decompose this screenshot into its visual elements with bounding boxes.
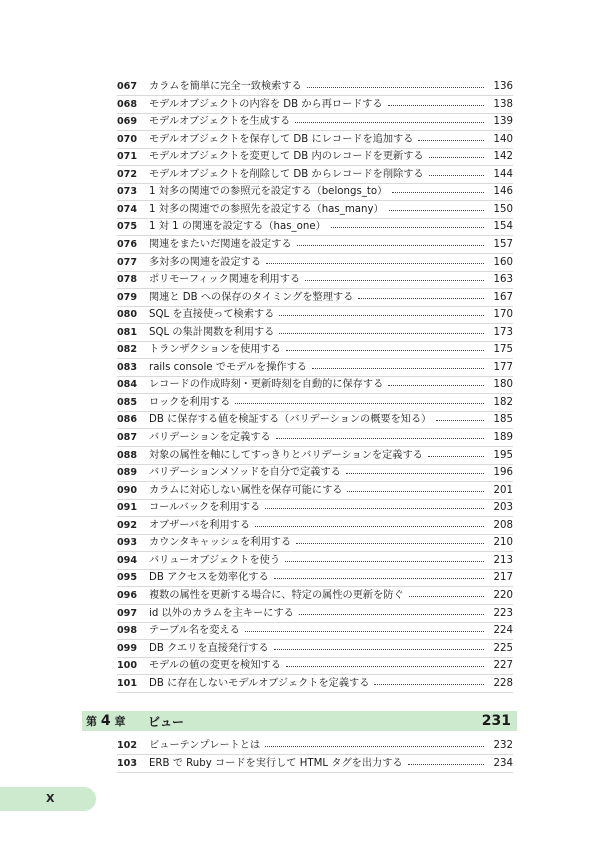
- entry-number: 094: [117, 554, 138, 566]
- entry-page: 138: [493, 98, 513, 110]
- entry-title: バリデーションを定義する: [149, 432, 271, 443]
- entry-page: 234: [493, 757, 513, 769]
- toc-entry: [117, 429, 513, 447]
- entry-page: 136: [493, 81, 513, 92]
- entry-title: カウンタキャッシュを利用する: [149, 537, 292, 549]
- toc-entry: [117, 166, 513, 184]
- entry-title: 1 対 1 の関連を設定する（has_one）: [149, 221, 326, 233]
- entry-number: 085: [117, 396, 138, 408]
- toc-entry: [117, 148, 513, 166]
- dot-leader: [274, 578, 484, 579]
- entry-page: 220: [493, 589, 513, 601]
- dot-leader: [346, 473, 484, 474]
- entry-number: 081: [117, 326, 138, 338]
- entry-page: 157: [493, 238, 513, 250]
- chapter-label: [86, 713, 148, 729]
- dot-leader: [429, 157, 484, 158]
- chapter-prefix: 第: [86, 715, 97, 728]
- entry-title: 関連をまたいだ関連を設定する: [149, 238, 292, 250]
- entry-title: テーブル名を変える: [149, 625, 240, 637]
- entry-number: 091: [117, 502, 138, 514]
- entry-number: 090: [117, 484, 138, 496]
- entry-title: ERB で Ruby コードを実行して HTML タグを出力する: [149, 757, 403, 769]
- entry-number: 078: [117, 274, 138, 286]
- entry-page: 227: [493, 660, 513, 672]
- entry-title: オブザーバを利用する: [149, 519, 251, 531]
- toc-entry: [117, 324, 513, 342]
- entry-number: 072: [117, 168, 138, 180]
- toc-entry: [117, 622, 513, 640]
- entry-number: 093: [117, 537, 138, 549]
- toc-entry: [117, 737, 513, 755]
- dot-leader: [408, 764, 484, 765]
- dot-leader: [331, 227, 484, 228]
- toc-entry: [117, 755, 513, 773]
- entry-page: 217: [493, 572, 513, 584]
- entry-page: 173: [493, 326, 513, 338]
- toc-entry: [117, 271, 513, 289]
- entry-title: ビューテンプレートとは: [149, 740, 261, 751]
- entry-page: 224: [493, 625, 513, 637]
- toc-entry: [117, 289, 513, 307]
- toc-entry: [117, 482, 513, 500]
- toc-entry: [117, 236, 513, 254]
- dot-leader: [286, 666, 484, 667]
- toc-entry: [117, 113, 513, 131]
- entry-page: 140: [493, 133, 513, 145]
- entry-number: 101: [117, 677, 138, 689]
- entry-title: id 以外のカラムを主キーにする: [149, 607, 294, 619]
- entry-title: モデルオブジェクトを変更して DB 内のレコードを更新する: [149, 151, 424, 163]
- entry-title: 1 対多の関連での参照元を設定する（belongs_to）: [149, 186, 388, 198]
- toc-entry: [117, 218, 513, 236]
- entry-number: 089: [117, 467, 138, 479]
- entry-number: 075: [117, 221, 138, 233]
- entry-title: トランザクションを使用する: [149, 344, 281, 356]
- entry-page: 182: [493, 396, 513, 408]
- dot-leader: [374, 684, 484, 685]
- entry-page: 185: [493, 414, 513, 426]
- entry-page: 195: [493, 449, 513, 461]
- entry-number: 103: [117, 757, 138, 769]
- entry-page: 163: [493, 274, 513, 286]
- dot-leader: [296, 543, 484, 544]
- toc-entry: [117, 201, 513, 219]
- entry-title: コールバックを利用する: [149, 502, 261, 514]
- dot-leader: [266, 263, 484, 264]
- chapter-heading: [82, 711, 517, 731]
- toc-entry: [117, 96, 513, 114]
- entry-title: モデルの値の変更を検知する: [149, 660, 281, 672]
- entry-title: レコードの作成時刻・更新時刻を自動的に保存する: [149, 379, 384, 391]
- entry-page: 144: [493, 168, 513, 180]
- toc-entry: [117, 569, 513, 587]
- toc-entry: [117, 534, 513, 552]
- entry-page: 213: [493, 554, 513, 566]
- entry-title: カラムを簡単に完全一致検索する: [149, 81, 302, 92]
- toc-entry: [117, 359, 513, 377]
- page-number: X: [46, 792, 55, 805]
- entry-title: rails console でモデルを操作する: [149, 361, 307, 373]
- toc-entry: [117, 341, 513, 359]
- entry-number: 087: [117, 432, 138, 443]
- entry-title: モデルオブジェクトを削除して DB からレコードを削除する: [149, 168, 424, 180]
- entry-page: 170: [493, 309, 513, 321]
- dot-leader: [286, 350, 484, 351]
- entry-number: 086: [117, 414, 138, 426]
- entry-title: モデルオブジェクトの内容を DB から再ロードする: [149, 98, 383, 110]
- entry-number: 083: [117, 361, 138, 373]
- dot-leader: [297, 245, 484, 246]
- entry-number: 073: [117, 186, 138, 198]
- entry-page: 180: [493, 379, 513, 391]
- entry-title: SQL を直接使って検索する: [149, 309, 275, 321]
- entry-page: 150: [493, 203, 513, 215]
- entry-number: 082: [117, 344, 138, 356]
- entry-title: SQL の集計関数を利用する: [149, 326, 275, 338]
- entry-number: 067: [117, 81, 138, 92]
- dot-leader: [428, 456, 484, 457]
- entry-number: 098: [117, 625, 138, 637]
- entry-page: 203: [493, 502, 513, 514]
- dot-leader: [279, 315, 484, 316]
- entry-number: 092: [117, 519, 138, 531]
- dot-leader: [358, 298, 484, 299]
- dot-leader: [429, 175, 484, 176]
- entry-page: 225: [493, 642, 513, 654]
- toc-entry: [117, 464, 513, 482]
- entry-title: バリューオブジェクトを使う: [149, 554, 281, 566]
- toc-entry: [117, 183, 513, 201]
- toc-entry: [117, 447, 513, 465]
- entry-number: 088: [117, 449, 138, 461]
- entry-page: 146: [493, 186, 513, 198]
- dot-leader: [299, 614, 484, 615]
- chapter-title: ビュー: [148, 714, 185, 729]
- entry-number: 071: [117, 151, 138, 163]
- toc-entry: [117, 411, 513, 429]
- dot-leader: [347, 491, 484, 492]
- entry-title: DB クエリを直接発行する: [149, 642, 269, 654]
- entry-title: モデルオブジェクトを保存して DB にレコードを追加する: [149, 133, 414, 145]
- toc-entry: [117, 517, 513, 535]
- dot-leader: [312, 368, 484, 369]
- dot-leader: [305, 280, 484, 281]
- entry-page: 142: [493, 151, 513, 163]
- entry-title: ポリモーフィック関連を利用する: [149, 274, 301, 286]
- chapter-page: 231: [481, 713, 511, 729]
- dot-leader: [276, 438, 484, 439]
- entry-number: 084: [117, 379, 138, 391]
- entry-title: モデルオブジェクトを生成する: [149, 116, 291, 128]
- dot-leader: [389, 210, 484, 211]
- dot-leader: [388, 105, 484, 106]
- dot-leader: [279, 333, 484, 334]
- entry-number: 097: [117, 607, 138, 619]
- dot-leader: [388, 385, 484, 386]
- entry-number: 100: [117, 660, 138, 672]
- dot-leader: [285, 561, 484, 562]
- dot-leader: [307, 87, 484, 88]
- dot-leader: [274, 649, 484, 650]
- entry-number: 070: [117, 133, 138, 145]
- dot-leader: [245, 631, 484, 632]
- entry-number: 074: [117, 203, 138, 215]
- entry-number: 095: [117, 572, 138, 584]
- entry-page: 228: [493, 677, 513, 689]
- dot-leader: [295, 122, 484, 123]
- toc-entry: [117, 640, 513, 658]
- entry-page: 154: [493, 221, 513, 233]
- entry-title: 1 対多の関連での参照先を設定する（has_many）: [149, 203, 384, 215]
- entry-page: 223: [493, 607, 513, 619]
- entry-page: 167: [493, 291, 513, 303]
- entry-number: 068: [117, 98, 138, 110]
- dot-leader: [265, 508, 484, 509]
- entry-title: 複数の属性を更新する場合に、特定の属性の更新を防ぐ: [149, 589, 404, 601]
- toc-entry: [117, 394, 513, 412]
- entry-title: バリデーションメソッドを自分で定義する: [149, 467, 341, 479]
- entry-title: 多対多の関連を設定する: [149, 256, 262, 268]
- entry-number: 069: [117, 116, 138, 128]
- dot-leader: [392, 192, 484, 193]
- entry-number: 080: [117, 309, 138, 321]
- toc-entry: [117, 131, 513, 149]
- toc-entry: [117, 605, 513, 623]
- toc-entry: [117, 254, 513, 272]
- page-number-tab: [0, 787, 96, 811]
- entry-number: 077: [117, 256, 138, 268]
- toc-entry: [117, 78, 513, 96]
- dot-leader: [436, 420, 484, 421]
- entry-page: 208: [493, 519, 513, 531]
- entry-title: ロックを利用する: [149, 396, 231, 408]
- toc-entry: [117, 499, 513, 517]
- entry-page: 160: [493, 256, 513, 268]
- entry-number: 102: [117, 740, 138, 751]
- dot-leader: [235, 403, 484, 404]
- entry-number: 096: [117, 589, 138, 601]
- toc-entry: [117, 376, 513, 394]
- entry-page: 175: [493, 344, 513, 356]
- entry-number: 076: [117, 238, 138, 250]
- entry-page: 210: [493, 537, 513, 549]
- entry-title: DB に存在しないモデルオブジェクトを定義する: [149, 677, 370, 689]
- toc-entry: [117, 657, 513, 675]
- entry-page: 139: [493, 116, 513, 128]
- entry-title: 対象の属性を軸にしてすっきりとバリデーションを定義する: [149, 449, 423, 461]
- dot-leader: [255, 526, 484, 527]
- entry-page: 232: [493, 740, 513, 751]
- toc-entry: [117, 587, 513, 605]
- entry-page: 196: [493, 467, 513, 479]
- entry-number: 079: [117, 291, 138, 303]
- toc-entry: [117, 552, 513, 570]
- entry-page: 177: [493, 361, 513, 373]
- dot-leader: [409, 596, 484, 597]
- entry-title: 関連と DB への保存のタイミングを整理する: [149, 291, 354, 303]
- chapter-suffix: 章: [114, 715, 126, 728]
- entry-page: 201: [493, 484, 513, 496]
- entry-number: 099: [117, 642, 138, 654]
- dot-leader: [418, 140, 484, 141]
- toc-entry: [117, 306, 513, 324]
- dot-leader: [265, 746, 484, 747]
- entry-title: カラムに対応しない属性を保存可能にする: [149, 484, 343, 496]
- chapter-number: 4: [100, 713, 111, 729]
- toc-entry: [117, 675, 513, 693]
- entry-title: DB アクセスを効率化する: [149, 572, 269, 584]
- entry-page: 189: [493, 432, 513, 443]
- entry-title: DB に保存する値を検証する（バリデーションの概要を知る）: [149, 414, 432, 426]
